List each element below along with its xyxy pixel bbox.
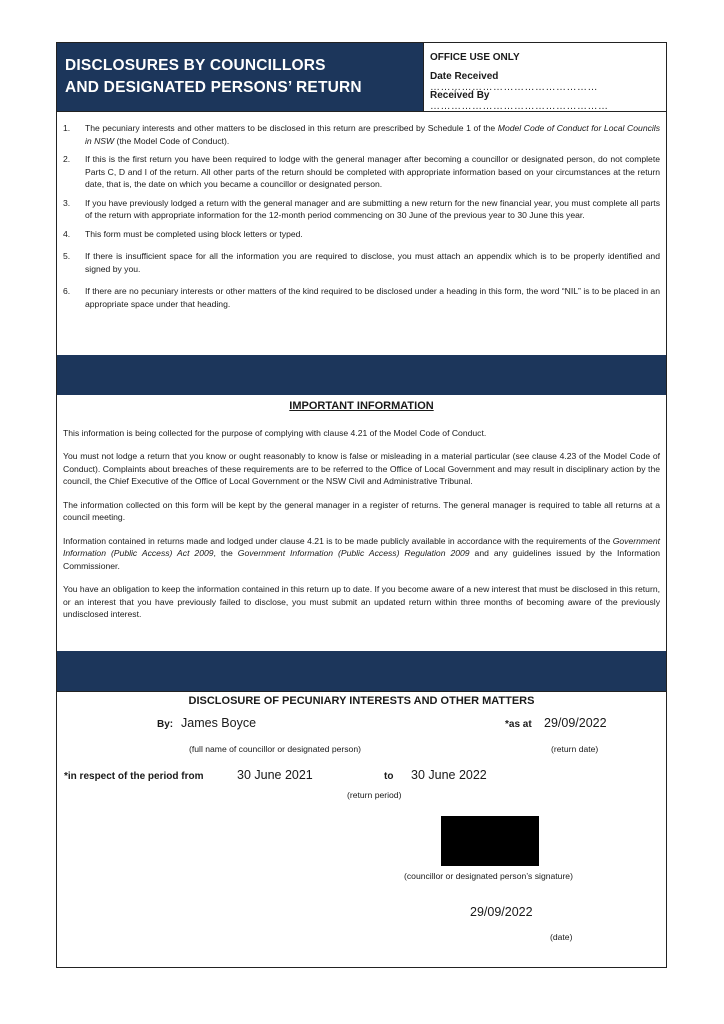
important-paragraph: This information is being collected for the purpose of complying with clause 4.21 of the Model Code of Conduct. <box>63 427 487 438</box>
important-paragraph: The information collected on this form will be kept by the general manager in a register of returns. The general manager is required to table all returns at a council meeting. <box>63 499 660 522</box>
date-received-field: ………………………………………… <box>430 82 598 93</box>
as-at-label: *as at <box>505 719 532 730</box>
regulation-title: Government Information (Public Access) Regulation 2009 <box>237 548 470 558</box>
instruction-italic: Model Code of Conduct for Local Councils in NSW <box>85 123 661 146</box>
full-name-field[interactable]: James Boyce <box>181 716 257 730</box>
section-divider-band <box>57 651 666 691</box>
instruction-number: 2. <box>63 154 71 164</box>
return-date-caption: (return date) <box>551 744 599 754</box>
instruction-number: 1. <box>63 123 71 133</box>
disclosure-heading: DISCLOSURE OF PECUNIARY INTERESTS AND OTHER MATTERS <box>188 695 535 707</box>
instruction-item <box>63 122 660 147</box>
form-title-line2: AND DESIGNATED PERSONS’ RETURN <box>65 79 362 96</box>
by-label: By: <box>157 719 174 730</box>
return-form <box>56 42 667 968</box>
instruction-number: 3. <box>63 197 71 208</box>
date-received-label: Date Received <box>430 71 499 82</box>
important-paragraph: You have an obligation to keep the information contained in this return up to date. If you become aware of a new interest that must be disclosed in this return, or an interest that you have previously failed to disclose, you must submit an updated return within three months of becoming aware of the previously undisclosed interest. <box>63 584 660 619</box>
instruction-number: 4. <box>63 228 71 239</box>
instruction-item <box>63 197 660 222</box>
instruction-text: The pecuniary interests and other matters to be disclosed in this return are prescribed by Schedule 1 of the <box>85 123 498 133</box>
signature-date-caption: (date) <box>550 932 573 942</box>
important-information-heading: IMPORTANT INFORMATION <box>289 400 434 412</box>
received-by-field: …………………………………………… <box>430 101 609 112</box>
instruction-number: 6. <box>63 286 71 296</box>
period-label: *in respect of the period from <box>64 771 204 782</box>
important-paragraph <box>63 535 660 573</box>
disclosure-section <box>57 691 666 967</box>
instruction-text: This form must be completed using block letters or typed. <box>85 228 303 239</box>
instruction-number: 5. <box>63 251 71 261</box>
paragraph-text: Information contained in returns made and lodged under clause 4.21 is to be made publicly available in accordance with the requirements of the <box>63 535 613 546</box>
instruction-item <box>63 285 660 310</box>
paragraph-text: and any guidelines issued by the Information Commissioner. <box>63 548 661 571</box>
redacted-signature <box>441 816 539 866</box>
important-information-section <box>57 395 666 651</box>
instruction-item <box>63 250 660 275</box>
period-to-label: to <box>384 771 394 782</box>
instruction-text: If there is insufficient space for all the information you are required to disclose, you must attach an appendix which is to be properly identified and signed by you. <box>85 251 660 274</box>
instruction-text: (the Model Code of Conduct). <box>114 135 230 146</box>
instructions-list <box>57 111 666 355</box>
office-use-label: OFFICE USE ONLY <box>430 52 520 63</box>
period-from-field[interactable]: 30 June 2021 <box>237 768 313 782</box>
paragraph-text: , the <box>213 548 238 558</box>
office-use-box <box>423 43 666 111</box>
instruction-text: If you have previously lodged a return with the general manager and are submitting a new return for the new financial year, you must complete all parts of the return with appropriate information for the 12-month period commencing on 30 June of the previous year to 30 June this year. <box>85 197 660 220</box>
form-title <box>57 43 423 111</box>
period-to-field[interactable]: 30 June 2022 <box>411 768 487 782</box>
important-paragraph: You must not lodge a return that you know or ought reasonably to know is false or misleading in a material particular (see clause 4.23 of the Model Code of Conduct). Complaints about breaches of these requirements are to be referred to the Office of Local Government and may result in disciplinary action by the council, the Chief Executive of the Office of Local Government or the NSW Civil and Administrative Tribunal. <box>63 451 660 486</box>
return-period-caption: (return period) <box>347 790 402 800</box>
instruction-item <box>63 153 660 191</box>
instruction-text: If this is the first return you have been required to lodge with the general manager after becoming a councillor or designated person, do not complete Parts C, D and I of the return. All other parts of the return should be completed with appropriate information based on your circumstances at the return date, that is, the date on which you became a councillor or designated person. <box>85 154 660 189</box>
act-title: Government Information (Public Access) Act 2009 <box>63 535 660 558</box>
full-name-caption: (full name of councillor or designated person) <box>189 744 361 754</box>
instruction-item <box>63 228 660 241</box>
signature-caption: (councillor or designated person’s signature) <box>404 871 573 881</box>
signature-date-field[interactable]: 29/09/2022 <box>470 905 533 919</box>
return-date-field[interactable]: 29/09/2022 <box>544 716 607 730</box>
section-divider-band <box>57 355 666 395</box>
form-title-line1: DISCLOSURES BY COUNCILLORS <box>65 57 326 74</box>
date-received-row <box>430 71 666 93</box>
received-by-label: Received By <box>430 90 490 101</box>
instruction-text: If there are no pecuniary interests or other matters of the kind required to be disclosed under a heading in this form, the word “NIL” is to be placed in an appropriate space under that heading. <box>85 286 660 309</box>
